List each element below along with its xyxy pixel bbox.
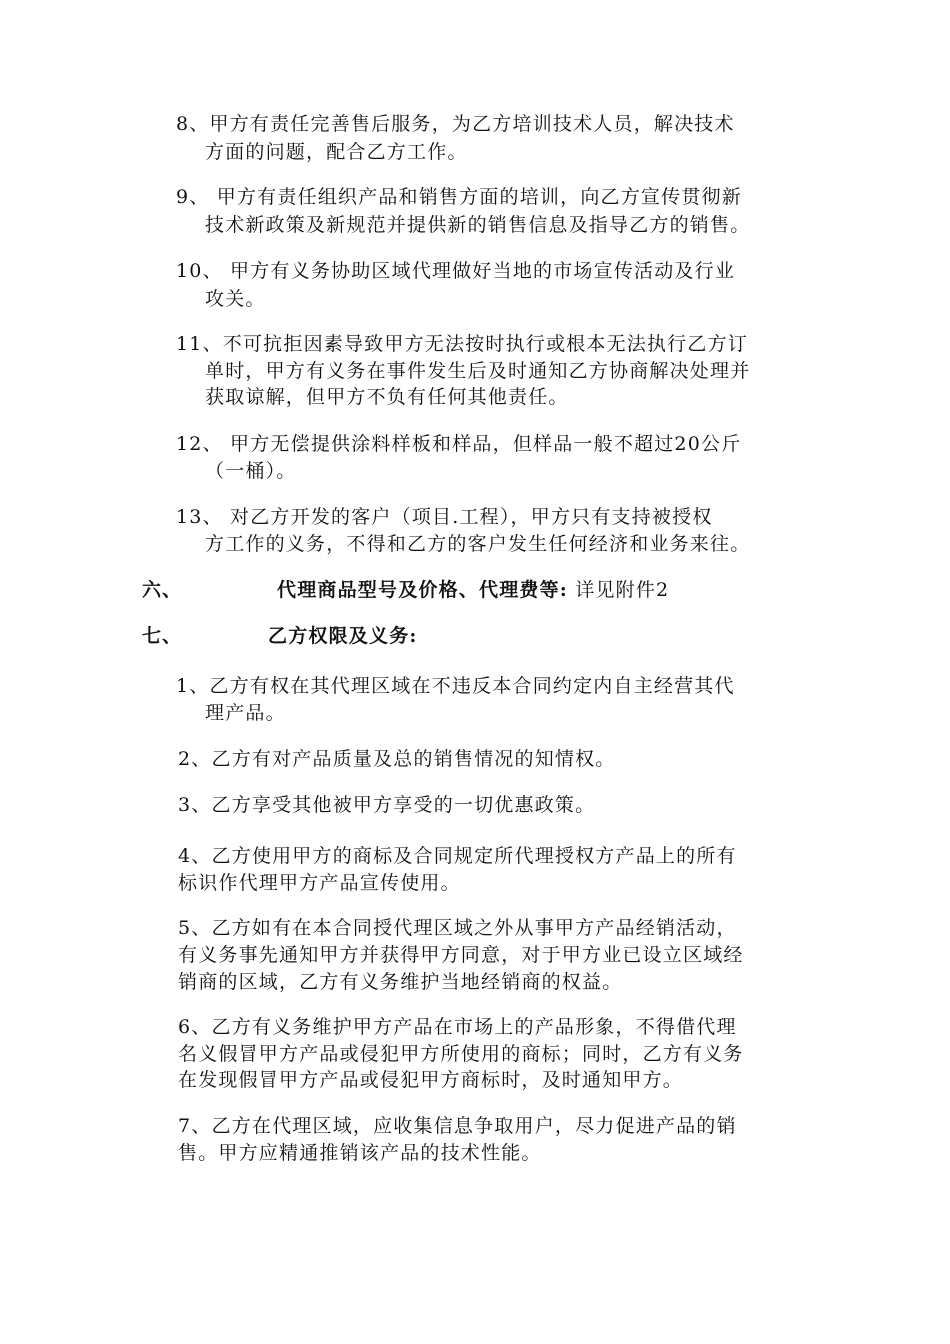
item-13-line-2: 方工作的义务，不得和乙方的客户发生任何经济和业务来往。 (205, 533, 751, 555)
section-6-number: 六、 (142, 579, 183, 601)
item-b1-line-2: 理产品。 (205, 702, 286, 724)
item-9-line-2: 技术新政策及新规范并提供新的销售信息及指导乙方的销售。 (205, 214, 751, 236)
item-b7-line-1: 7、乙方在代理区域，应收集信息争取用户，尽力促进产品的销 (178, 1115, 737, 1137)
item-8-line-2: 方面的问题，配合乙方工作。 (205, 141, 468, 163)
item-b5-line-1: 5、乙方如有在本合同授代理区域之外从事甲方产品经销活动， (178, 917, 737, 939)
item-10-line-2: 攻关。 (205, 288, 266, 310)
item-b1-line-1: 1、乙方有权在其代理区域在不违反本合同约定内自主经营其代 (176, 675, 735, 697)
item-10-line-1: 10、 甲方有义务协助区域代理做好当地的市场宣传活动及行业 (176, 260, 736, 282)
item-b4-line-2: 标识作代理甲方产品宣传使用。 (178, 872, 461, 894)
item-12-line-2: （一桶）。 (205, 460, 297, 482)
item-b6-line-2: 名义假冒甲方产品或侵犯甲方所使用的商标；同时，乙方有义务 (178, 1043, 744, 1065)
section-6-detail: 详见附件2 (568, 579, 670, 601)
item-11-line-1: 11、不可抗拒因素导致甲方无法按时执行或根本无法执行乙方订 (176, 333, 748, 355)
section-6-title (277, 574, 669, 606)
item-11-line-3: 获取谅解，但甲方不负有任何其他责任。 (205, 386, 569, 408)
item-b7-line-2: 售。甲方应精通推销该产品的技术性能。 (178, 1142, 542, 1164)
item-11-line-2: 单时，甲方有义务在事件发生后及时通知乙方协商解决处理并 (205, 360, 751, 382)
section-7-title: 乙方权限及义务: (268, 625, 418, 647)
item-b4-line-1: 4、乙方使用甲方的商标及合同规定所代理授权方产品上的所有 (178, 845, 737, 867)
item-b5-line-3: 销商的区域，乙方有义务维护当地经销商的权益。 (178, 971, 623, 993)
section-7-number: 七、 (142, 625, 183, 647)
item-12-line-1: 12、 甲方无偿提供涂料样板和样品，但样品一般不超过20公斤 (176, 433, 742, 455)
item-b6-line-1: 6、乙方有义务维护甲方产品在市场上的产品形象，不得借代理 (178, 1016, 737, 1038)
item-b3-line-1: 3、乙方享受其他被甲方享受的一切优惠政策。 (178, 794, 596, 816)
item-13-line-1: 13、 对乙方开发的客户（项目.工程），甲方只有支持被授权 (176, 506, 713, 528)
item-8-line-1: 8、甲方有责任完善售后服务，为乙方培训技术人员，解决技术 (176, 113, 735, 135)
item-b5-line-2: 有义务事先通知甲方并获得甲方同意，对于甲方业已设立区域经 (178, 944, 744, 966)
item-b6-line-3: 在发现假冒甲方产品或侵犯甲方商标时，及时通知甲方。 (178, 1069, 684, 1091)
item-b2-line-1: 2、乙方有对产品质量及总的销售情况的知情权。 (178, 748, 616, 770)
section-6-title-text: 代理商品型号及价格、代理费等: (277, 579, 569, 601)
item-9-line-1: 9、 甲方有责任组织产品和销售方面的培训，向乙方宣传贯彻新 (176, 186, 742, 208)
